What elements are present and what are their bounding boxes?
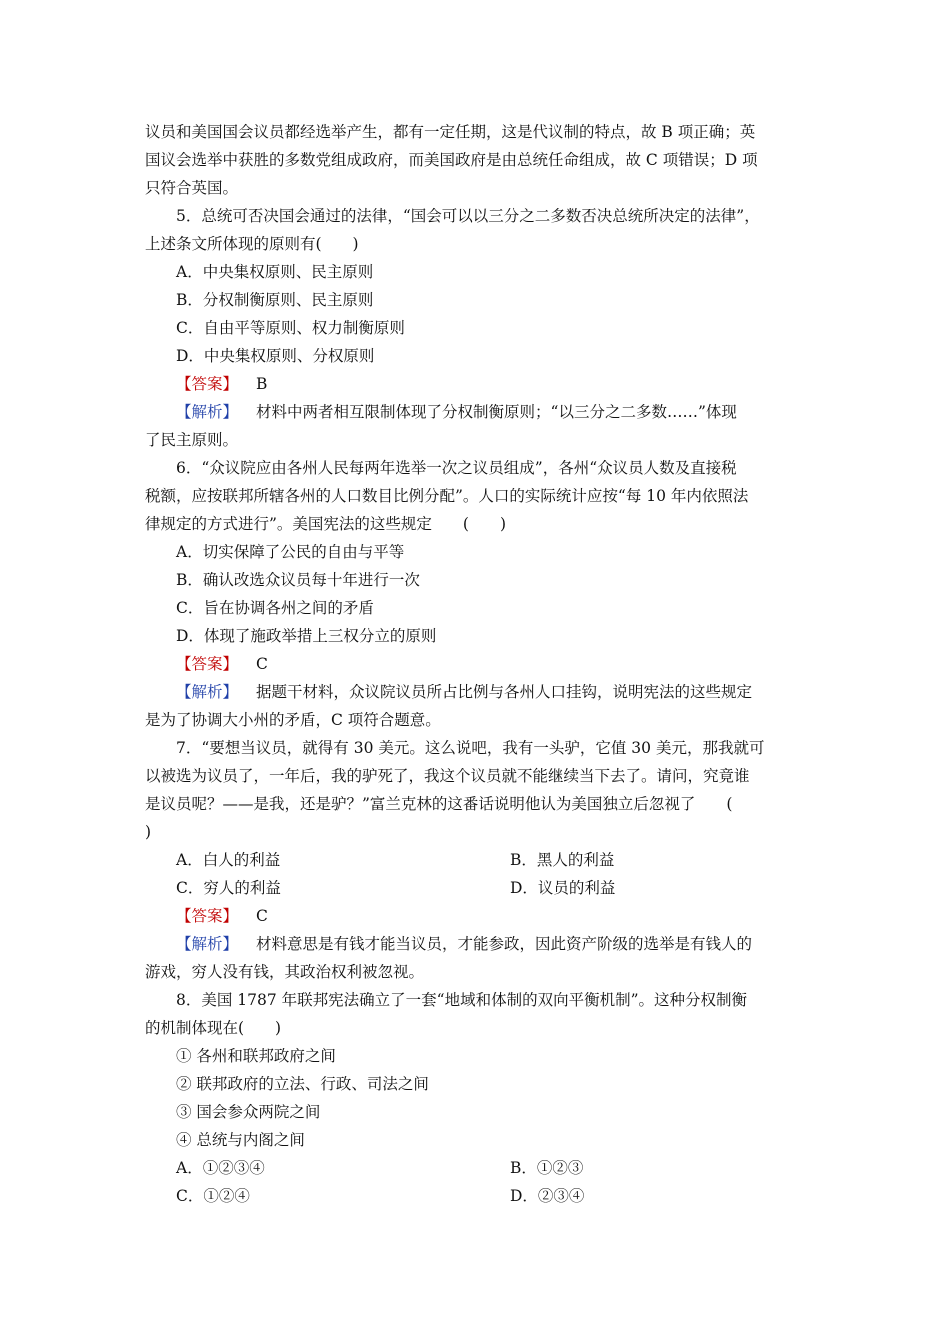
intro-line: 只符合英国。 — [145, 179, 239, 197]
question-8-options-row — [145, 1154, 813, 1182]
analysis-text: 材料意思是有钱才能当议员，才能参政，因此资产阶级的选举是有钱人的 — [256, 935, 753, 953]
question-6-analysis-cont: 是为了协调大小州的矛盾，C 项符合题意。 — [145, 711, 441, 729]
analysis-text: 材料中两者相互限制体现了分权制衡原则；“以三分之二多数……”体现 — [256, 403, 737, 421]
question-8-stem: 的机制体现在( ) — [145, 1019, 282, 1037]
question-5-option-a: A．中央集权原则、民主原则 — [176, 263, 374, 281]
analysis-text: 据题干材料，众议院议员所占比例与各州人口挂钩，说明宪法的这些规定 — [256, 683, 753, 701]
question-8-item-2: ② 联邦政府的立法、行政、司法之间 — [176, 1075, 429, 1093]
question-6-stem: 律规定的方式进行”。美国宪法的这些规定 ( ) — [145, 515, 507, 533]
intro-line: 议员和美国国会议员都经选举产生，都有一定任期，这是代议制的特点，故 B 项正确；英 — [145, 123, 756, 141]
question-7-answer — [145, 902, 813, 930]
answer-value: B — [256, 375, 268, 393]
question-7-stem: 以被选为议员了，一年后，我的驴死了，我这个议员就不能继续当下去了。请问，究竟谁 — [145, 767, 750, 785]
question-5-option-d: D．中央集权原则、分权原则 — [176, 347, 375, 365]
question-6-answer — [145, 650, 813, 678]
question-7-option-c: C．穷人的利益 — [176, 879, 281, 897]
question-7-stem: 是议员呢？——是我，还是驴？”富兰克林的这番话说明他认为美国独立后忽视了 ( — [145, 795, 733, 813]
question-7-analysis — [145, 930, 813, 958]
question-8-item-1: ① 各州和联邦政府之间 — [176, 1047, 336, 1065]
question-8-option-d: D．②③④ — [510, 1187, 585, 1205]
analysis-tag: 【解析】 — [176, 403, 239, 421]
question-7-option-d: D．议员的利益 — [510, 879, 616, 897]
question-7-options-row — [145, 874, 813, 902]
question-8-option-c: C．①②④ — [176, 1187, 250, 1205]
question-6-option-b: B．确认改选众议员每十年进行一次 — [176, 571, 420, 589]
question-8-item-4: ④ 总统与内阁之间 — [176, 1131, 305, 1149]
question-7-stem: ) — [145, 823, 152, 841]
question-6-stem: 6．“众议院应由各州人民每两年选举一次之议员组成”，各州“众议员人数及直接税 — [176, 459, 737, 477]
question-7-stem: 7．“要想当议员，就得有 30 美元。这么说吧，我有一头驴，它值 30 美元，那我就可 — [176, 739, 765, 757]
document-content — [145, 118, 813, 1210]
question-5-option-b: B．分权制衡原则、民主原则 — [176, 291, 374, 309]
question-7-option-a: A．白人的利益 — [176, 851, 281, 869]
question-6-option-c: C．旨在协调各州之间的矛盾 — [176, 599, 374, 617]
question-5-stem: 上述条文所体现的原则有( ) — [145, 235, 359, 253]
question-5-stem: 5．总统可否决国会通过的法律，“国会可以以三分之二多数否决总统所决定的法律”， — [176, 207, 760, 225]
analysis-tag: 【解析】 — [176, 683, 239, 701]
question-7-option-b: B．黑人的利益 — [510, 851, 615, 869]
question-7-options-row — [145, 846, 813, 874]
question-8-option-b: B．①②③ — [510, 1159, 584, 1177]
question-8-item-3: ③ 国会参众两院之间 — [176, 1103, 321, 1121]
question-5-analysis-cont: 了民主原则。 — [145, 431, 239, 449]
question-5-answer — [145, 370, 813, 398]
answer-value: C — [256, 655, 268, 673]
question-7-analysis-cont: 游戏，穷人没有钱，其政治权利被忽视。 — [145, 963, 425, 981]
question-6-option-a: A．切实保障了公民的自由与平等 — [176, 543, 405, 561]
answer-value: C — [256, 907, 268, 925]
question-5-option-c: C．自由平等原则、权力制衡原则 — [176, 319, 405, 337]
question-8-stem: 8．美国 1787 年联邦宪法确立了一套“地域和体制的双向平衡机制”。这种分权制衡 — [176, 991, 748, 1009]
question-6-option-d: D．体现了施政举措上三权分立的原则 — [176, 627, 437, 645]
question-5-analysis — [145, 398, 813, 426]
answer-tag: 【答案】 — [176, 375, 239, 393]
answer-tag: 【答案】 — [176, 655, 239, 673]
answer-tag: 【答案】 — [176, 907, 239, 925]
question-6-stem: 税额，应按联邦所辖各州的人口数目比例分配”。人口的实际统计应按“每 10 年内依照法 — [145, 487, 749, 505]
analysis-tag: 【解析】 — [176, 935, 239, 953]
question-8-options-row — [145, 1182, 813, 1210]
question-6-analysis — [145, 678, 813, 706]
intro-line: 国议会选举中获胜的多数党组成政府，而美国政府是由总统任命组成，故 C 项错误；D 项 — [145, 151, 758, 169]
question-8-option-a: A．①②③④ — [176, 1159, 265, 1177]
